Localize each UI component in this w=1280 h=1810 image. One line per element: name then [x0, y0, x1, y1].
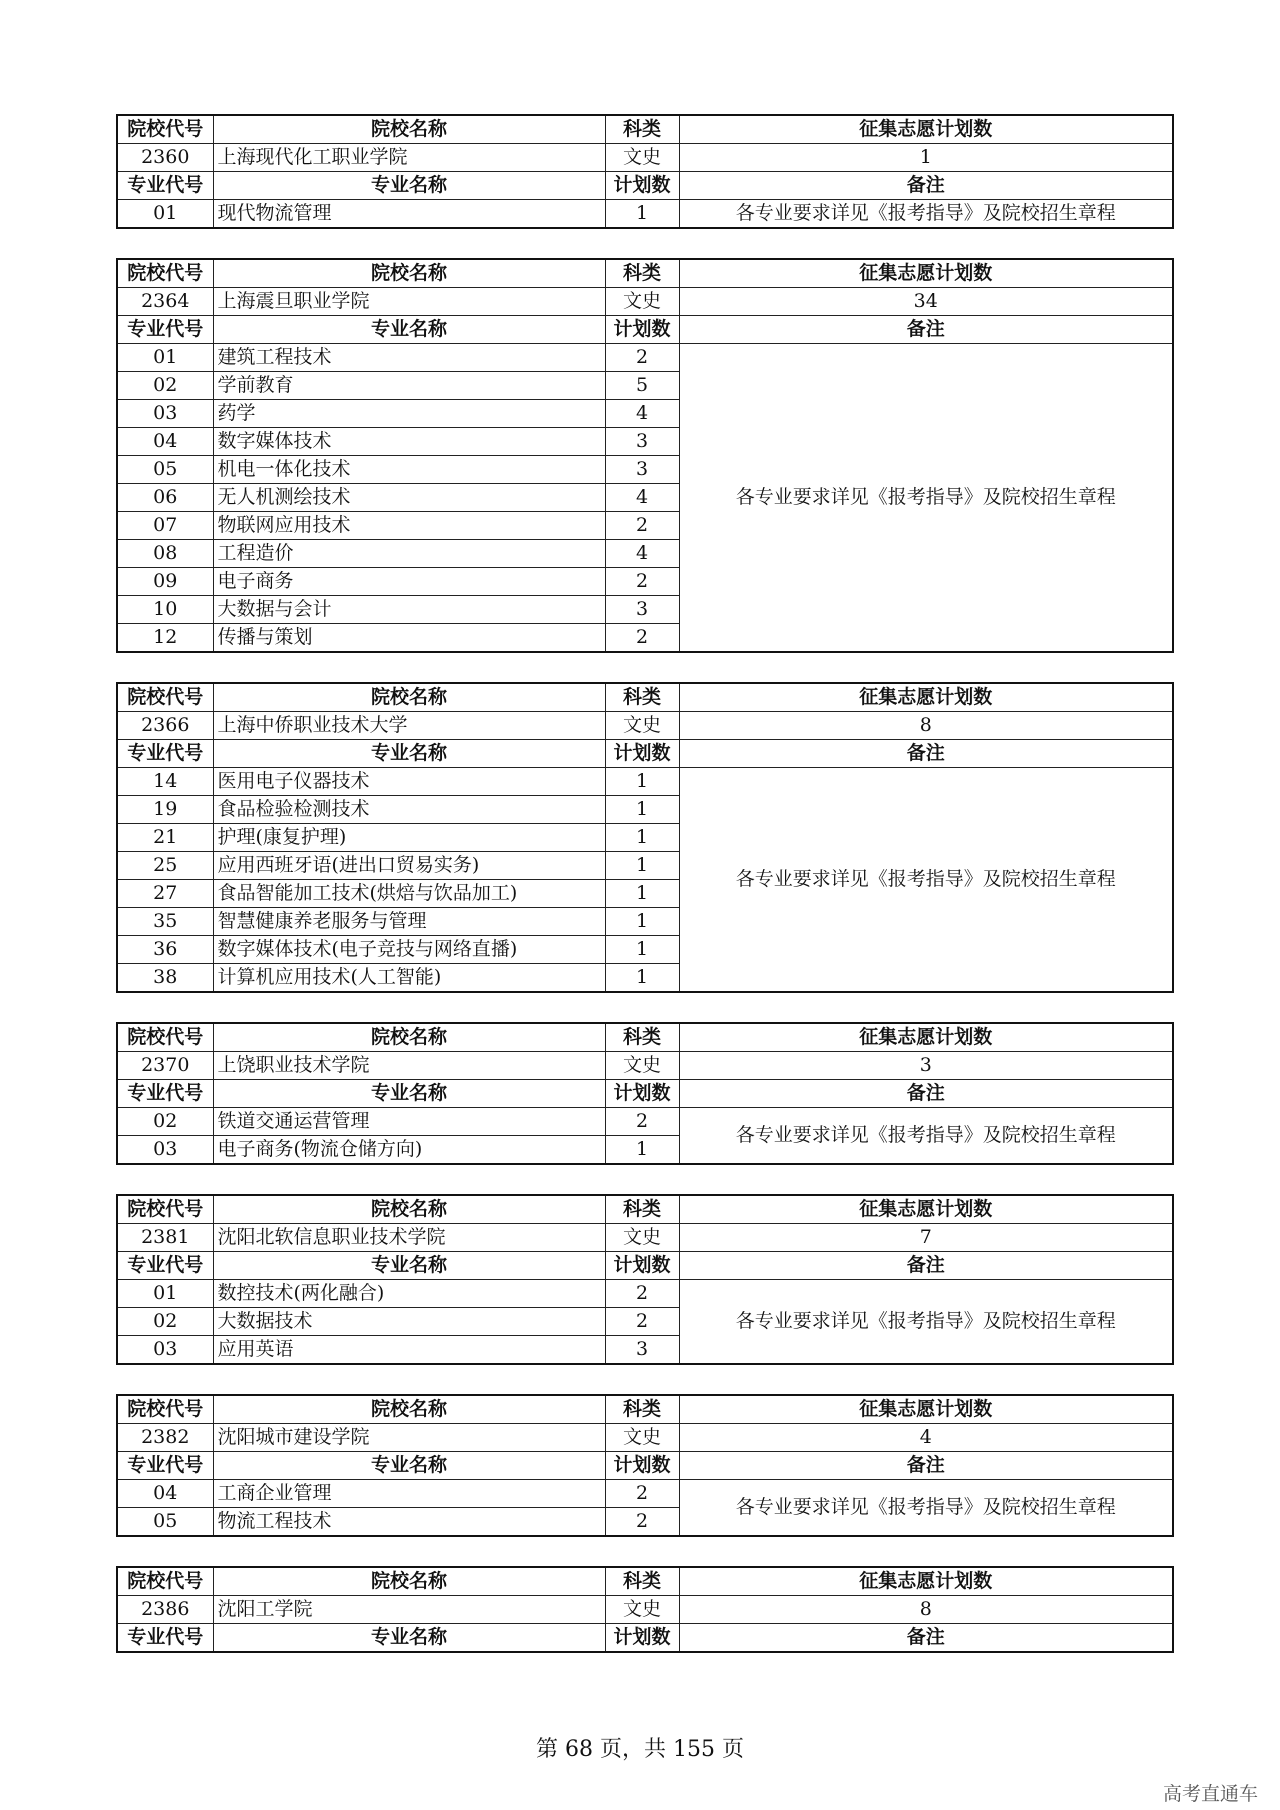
header-plan-count: 计划数 [605, 316, 679, 344]
school-header-row [117, 683, 1173, 712]
header-major-code: 专业代号 [117, 172, 213, 200]
school-header-row [117, 1195, 1173, 1224]
major-code: 38 [117, 964, 213, 993]
major-name: 智慧健康养老服务与管理 [213, 908, 605, 936]
major-name: 护理(康复护理) [213, 824, 605, 852]
school-category: 文史 [605, 1224, 679, 1252]
header-major-name: 专业名称 [213, 1452, 605, 1480]
major-name: 工商企业管理 [213, 1480, 605, 1508]
major-name: 铁道交通运营管理 [213, 1108, 605, 1136]
school-table [116, 1022, 1174, 1165]
school-header-row [117, 259, 1173, 288]
header-school-code: 院校代号 [117, 1195, 213, 1224]
major-plan-count: 3 [605, 1336, 679, 1365]
major-name: 医用电子仪器技术 [213, 768, 605, 796]
major-name: 药学 [213, 400, 605, 428]
school-row [117, 1052, 1173, 1080]
major-name: 物联网应用技术 [213, 512, 605, 540]
major-header-row [117, 1252, 1173, 1280]
major-name: 电子商务 [213, 568, 605, 596]
major-row [117, 768, 1173, 796]
header-school-name: 院校名称 [213, 1395, 605, 1424]
major-name: 应用英语 [213, 1336, 605, 1365]
header-plan-total: 征集志愿计划数 [679, 683, 1173, 712]
school-plan: 8 [679, 1596, 1173, 1624]
header-remark: 备注 [679, 1452, 1173, 1480]
school-category: 文史 [605, 1052, 679, 1080]
school-plan: 4 [679, 1424, 1173, 1452]
school-name: 上饶职业技术学院 [213, 1052, 605, 1080]
major-plan-count: 1 [605, 936, 679, 964]
school-name: 上海中侨职业技术大学 [213, 712, 605, 740]
major-name: 机电一体化技术 [213, 456, 605, 484]
major-remark: 各专业要求详见《报考指导》及院校招生章程 [679, 1108, 1173, 1165]
school-header-row [117, 1567, 1173, 1596]
header-plan-count: 计划数 [605, 1452, 679, 1480]
major-code: 21 [117, 824, 213, 852]
header-school-code: 院校代号 [117, 1023, 213, 1052]
major-code: 14 [117, 768, 213, 796]
header-major-name: 专业名称 [213, 1252, 605, 1280]
header-plan-total: 征集志愿计划数 [679, 1567, 1173, 1596]
header-plan-total: 征集志愿计划数 [679, 259, 1173, 288]
major-header-row [117, 172, 1173, 200]
school-table [116, 682, 1174, 993]
header-major-code: 专业代号 [117, 316, 213, 344]
major-remark: 各专业要求详见《报考指导》及院校招生章程 [679, 344, 1173, 653]
major-code: 27 [117, 880, 213, 908]
header-plan-count: 计划数 [605, 1080, 679, 1108]
header-school-code: 院校代号 [117, 115, 213, 144]
school-table [116, 1566, 1174, 1653]
major-plan-count: 2 [605, 1508, 679, 1537]
header-major-code: 专业代号 [117, 740, 213, 768]
major-row [117, 1108, 1173, 1136]
school-category: 文史 [605, 144, 679, 172]
school-category: 文史 [605, 1596, 679, 1624]
school-name: 沈阳城市建设学院 [213, 1424, 605, 1452]
school-table [116, 1194, 1174, 1365]
header-plan-count: 计划数 [605, 1252, 679, 1280]
major-remark: 各专业要求详见《报考指导》及院校招生章程 [679, 1280, 1173, 1365]
major-name: 工程造价 [213, 540, 605, 568]
school-code: 2360 [117, 144, 213, 172]
major-header-row [117, 1624, 1173, 1653]
header-major-code: 专业代号 [117, 1452, 213, 1480]
school-plan: 34 [679, 288, 1173, 316]
major-name: 传播与策划 [213, 624, 605, 653]
major-code: 02 [117, 1308, 213, 1336]
school-header-row [117, 115, 1173, 144]
header-school-code: 院校代号 [117, 1567, 213, 1596]
major-plan-count: 5 [605, 372, 679, 400]
major-plan-count: 2 [605, 568, 679, 596]
major-plan-count: 1 [605, 768, 679, 796]
major-row [117, 1480, 1173, 1508]
major-name: 学前教育 [213, 372, 605, 400]
major-code: 03 [117, 1136, 213, 1165]
school-row [117, 1424, 1173, 1452]
major-plan-count: 1 [605, 1136, 679, 1165]
major-plan-count: 1 [605, 852, 679, 880]
header-plan-total: 征集志愿计划数 [679, 115, 1173, 144]
school-plan: 3 [679, 1052, 1173, 1080]
header-major-name: 专业名称 [213, 316, 605, 344]
major-remark: 各专业要求详见《报考指导》及院校招生章程 [679, 1480, 1173, 1537]
header-plan-total: 征集志愿计划数 [679, 1023, 1173, 1052]
header-school-code: 院校代号 [117, 259, 213, 288]
major-plan-count: 4 [605, 484, 679, 512]
major-plan-count: 2 [605, 1480, 679, 1508]
major-code: 35 [117, 908, 213, 936]
major-plan-count: 4 [605, 400, 679, 428]
header-major-name: 专业名称 [213, 172, 605, 200]
major-header-row [117, 316, 1173, 344]
major-code: 05 [117, 456, 213, 484]
header-remark: 备注 [679, 740, 1173, 768]
major-plan-count: 1 [605, 880, 679, 908]
major-name: 食品检验检测技术 [213, 796, 605, 824]
header-category: 科类 [605, 259, 679, 288]
page-footer: 第 68 页，共 155 页 [536, 1737, 744, 1762]
school-name: 上海震旦职业学院 [213, 288, 605, 316]
header-major-name: 专业名称 [213, 1624, 605, 1653]
major-plan-count: 2 [605, 1280, 679, 1308]
major-plan-count: 2 [605, 1308, 679, 1336]
major-plan-count: 3 [605, 428, 679, 456]
major-name: 应用西班牙语(进出口贸易实务) [213, 852, 605, 880]
admission-plan-tables [116, 114, 1172, 1682]
major-plan-count: 3 [605, 596, 679, 624]
major-code: 19 [117, 796, 213, 824]
header-category: 科类 [605, 1023, 679, 1052]
major-code: 12 [117, 624, 213, 653]
school-row [117, 712, 1173, 740]
header-category: 科类 [605, 1195, 679, 1224]
header-remark: 备注 [679, 1080, 1173, 1108]
header-major-name: 专业名称 [213, 1080, 605, 1108]
header-school-name: 院校名称 [213, 683, 605, 712]
school-code: 2381 [117, 1224, 213, 1252]
school-name: 沈阳工学院 [213, 1596, 605, 1624]
major-plan-count: 2 [605, 344, 679, 372]
header-school-code: 院校代号 [117, 1395, 213, 1424]
school-header-row [117, 1023, 1173, 1052]
major-plan-count: 1 [605, 824, 679, 852]
header-remark: 备注 [679, 1624, 1173, 1653]
watermark: 高考直通车 [1162, 1783, 1258, 1805]
header-school-name: 院校名称 [213, 1567, 605, 1596]
major-row [117, 344, 1173, 372]
major-code: 04 [117, 428, 213, 456]
major-code: 36 [117, 936, 213, 964]
school-name: 沈阳北软信息职业技术学院 [213, 1224, 605, 1252]
major-code: 09 [117, 568, 213, 596]
header-school-code: 院校代号 [117, 683, 213, 712]
major-code: 10 [117, 596, 213, 624]
major-name: 数字媒体技术(电子竞技与网络直播) [213, 936, 605, 964]
major-plan-count: 4 [605, 540, 679, 568]
major-name: 食品智能加工技术(烘焙与饮品加工) [213, 880, 605, 908]
major-code: 03 [117, 400, 213, 428]
header-major-code: 专业代号 [117, 1624, 213, 1653]
header-major-code: 专业代号 [117, 1252, 213, 1280]
school-plan: 8 [679, 712, 1173, 740]
header-school-name: 院校名称 [213, 1023, 605, 1052]
header-plan-total: 征集志愿计划数 [679, 1195, 1173, 1224]
header-school-name: 院校名称 [213, 115, 605, 144]
major-name: 物流工程技术 [213, 1508, 605, 1537]
school-plan: 1 [679, 144, 1173, 172]
school-code: 2364 [117, 288, 213, 316]
school-table [116, 114, 1174, 229]
major-code: 01 [117, 344, 213, 372]
major-code: 03 [117, 1336, 213, 1365]
major-name: 大数据技术 [213, 1308, 605, 1336]
major-name: 大数据与会计 [213, 596, 605, 624]
major-name: 现代物流管理 [213, 200, 605, 229]
major-name: 数字媒体技术 [213, 428, 605, 456]
school-code: 2366 [117, 712, 213, 740]
header-plan-count: 计划数 [605, 172, 679, 200]
major-header-row [117, 1452, 1173, 1480]
major-plan-count: 1 [605, 908, 679, 936]
header-school-name: 院校名称 [213, 259, 605, 288]
school-code: 2370 [117, 1052, 213, 1080]
major-name: 建筑工程技术 [213, 344, 605, 372]
school-row [117, 288, 1173, 316]
header-category: 科类 [605, 1395, 679, 1424]
major-code: 07 [117, 512, 213, 540]
header-category: 科类 [605, 1567, 679, 1596]
school-plan: 7 [679, 1224, 1173, 1252]
school-row [117, 1596, 1173, 1624]
school-row [117, 1224, 1173, 1252]
major-plan-count: 1 [605, 964, 679, 993]
major-plan-count: 2 [605, 1108, 679, 1136]
school-category: 文史 [605, 712, 679, 740]
major-code: 05 [117, 1508, 213, 1537]
header-remark: 备注 [679, 316, 1173, 344]
major-code: 02 [117, 372, 213, 400]
major-remark: 各专业要求详见《报考指导》及院校招生章程 [679, 768, 1173, 993]
school-row [117, 144, 1173, 172]
major-row [117, 1280, 1173, 1308]
major-row [117, 200, 1173, 229]
major-name: 计算机应用技术(人工智能) [213, 964, 605, 993]
header-remark: 备注 [679, 172, 1173, 200]
major-plan-count: 2 [605, 512, 679, 540]
major-code: 08 [117, 540, 213, 568]
major-plan-count: 2 [605, 624, 679, 653]
header-category: 科类 [605, 683, 679, 712]
school-header-row [117, 1395, 1173, 1424]
header-major-code: 专业代号 [117, 1080, 213, 1108]
major-code: 04 [117, 1480, 213, 1508]
header-plan-count: 计划数 [605, 740, 679, 768]
major-code: 01 [117, 200, 213, 229]
major-plan-count: 1 [605, 796, 679, 824]
major-plan-count: 1 [605, 200, 679, 229]
major-name: 数控技术(两化融合) [213, 1280, 605, 1308]
school-code: 2386 [117, 1596, 213, 1624]
header-plan-total: 征集志愿计划数 [679, 1395, 1173, 1424]
school-name: 上海现代化工职业学院 [213, 144, 605, 172]
school-category: 文史 [605, 288, 679, 316]
major-code: 06 [117, 484, 213, 512]
major-remark: 各专业要求详见《报考指导》及院校招生章程 [679, 200, 1173, 229]
major-name: 无人机测绘技术 [213, 484, 605, 512]
header-plan-count: 计划数 [605, 1624, 679, 1653]
major-header-row [117, 740, 1173, 768]
major-plan-count: 3 [605, 456, 679, 484]
school-category: 文史 [605, 1424, 679, 1452]
major-header-row [117, 1080, 1173, 1108]
header-category: 科类 [605, 115, 679, 144]
header-major-name: 专业名称 [213, 740, 605, 768]
major-code: 02 [117, 1108, 213, 1136]
school-table [116, 258, 1174, 653]
major-name: 电子商务(物流仓储方向) [213, 1136, 605, 1165]
major-code: 25 [117, 852, 213, 880]
header-school-name: 院校名称 [213, 1195, 605, 1224]
header-remark: 备注 [679, 1252, 1173, 1280]
major-code: 01 [117, 1280, 213, 1308]
school-code: 2382 [117, 1424, 213, 1452]
school-table [116, 1394, 1174, 1537]
